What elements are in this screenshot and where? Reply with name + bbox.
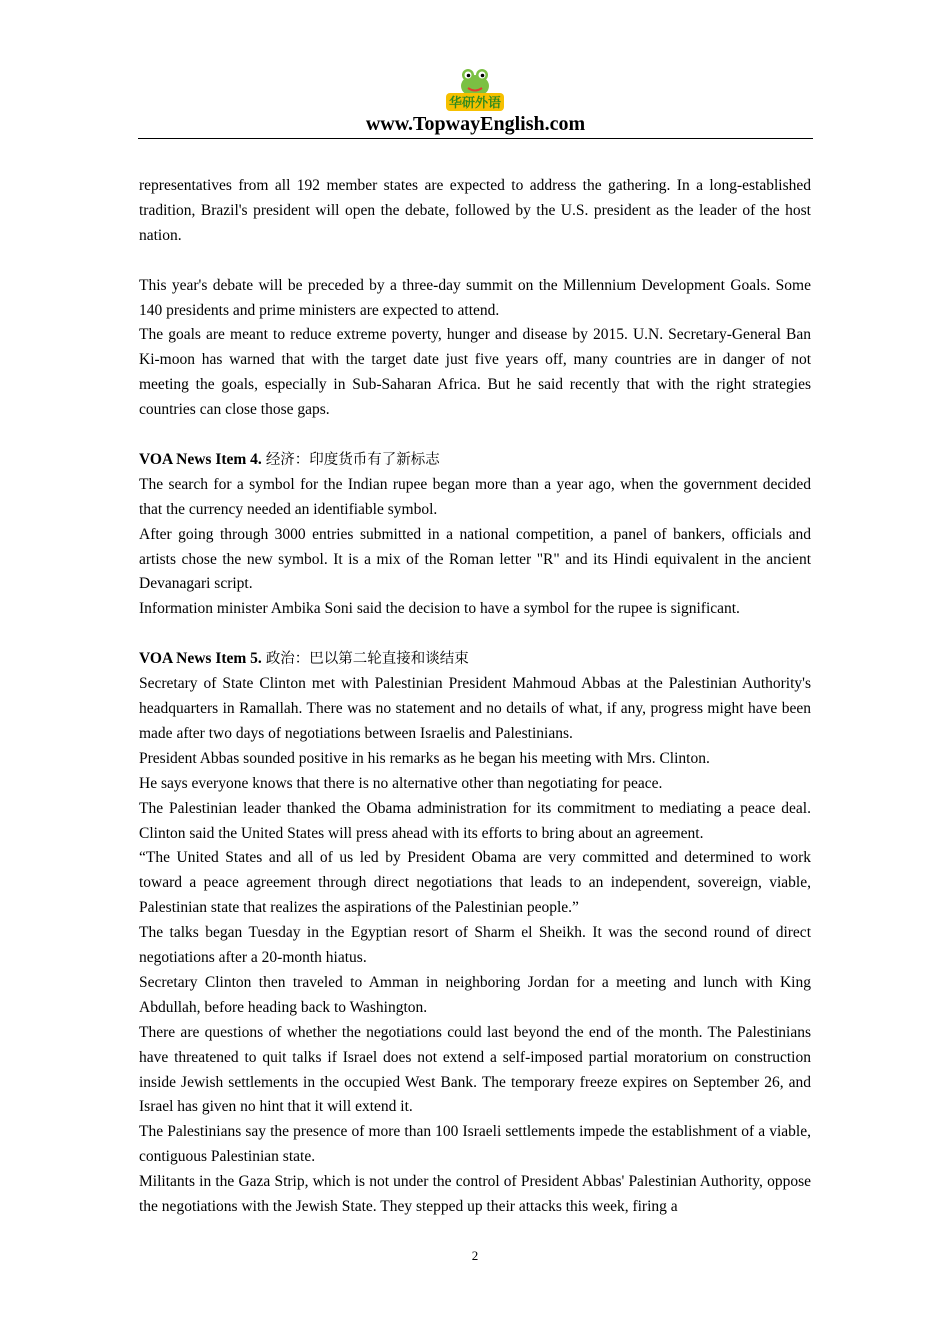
paragraph: This year's debate will be preceded by a three-day summit on the Millennium Development Goals. Some 140 presidents and prime ministers are expected to attend. <box>139 276 811 319</box>
paragraph-spacer <box>139 423 811 448</box>
paragraph: Information minister Ambika Soni said the decision to have a symbol for the rupee is significant. <box>139 600 740 618</box>
news-item-label: VOA News Item 5. <box>139 650 262 668</box>
paragraph: He says everyone knows that there is no alternative other than negotiating for peace. <box>139 774 663 792</box>
logo-text: 华研外语 <box>448 96 502 111</box>
page-header <box>138 60 813 139</box>
paragraph: There are questions of whether the negotiations could last beyond the end of the month. The Palestinians have threatened to quit talks if Israel does not extend a self-imposed partial moratorium on construction inside Jewish settlements in the occupied West Bank. The temporary freeze expires on September 26, and Israel has given no hint that it will extend it. <box>139 1023 811 1116</box>
paragraph: The talks began Tuesday in the Egyptian resort of Sharm el Sheikh. It was the second round of direct negotiations after a 20-month hiatus. <box>139 924 811 967</box>
paragraph: Militants in the Gaza Strip, which is not under the control of President Abbas' Palestinian Authority, oppose the negotiations with the Jewish State. They stepped up their attacks this week, firing a <box>139 1173 811 1216</box>
site-url: www.TopwayEnglish.com <box>365 113 586 135</box>
paragraph: The Palestinian leader thanked the Obama administration for its commitment to mediating a peace deal. Clinton said the United States will press ahead with its efforts to bring about an agreement. <box>139 799 811 842</box>
paragraph: The Palestinians say the presence of more than 100 Israeli settlements impede the establishment of a viable, contiguous Palestinian state. <box>139 1123 811 1166</box>
page-number: 2 <box>471 1248 479 1263</box>
news-item-title-cn: 经济：印度货币有了新标志 <box>265 451 440 468</box>
paragraph: After going through 3000 entries submitted in a national competition, a panel of bankers, officials and artists chose the new symbol. It is a mix of the Roman letter "R" and its Hindi equivalent in the ancient Devanagari script. <box>139 525 811 593</box>
document-body <box>139 174 811 1220</box>
paragraph: Secretary Clinton then traveled to Amman in neighboring Jordan for a meeting and lunch with King Abdullah, before heading back to Washington. <box>139 973 811 1016</box>
paragraph: President Abbas sounded positive in his remarks as he began his meeting with Mrs. Clinton. <box>139 749 710 767</box>
paragraph: Secretary of State Clinton met with Palestinian President Mahmoud Abbas at the Palestinian Authority's headquarters in Ramallah. There was no statement and no details of what, if any, progress might have been made after two days of negotiations between Israelis and Palestinians. <box>139 675 811 742</box>
paragraph: The goals are meant to reduce extreme poverty, hunger and disease by 2015. U.N. Secretary-General Ban Ki-moon has warned that with the target date just five years off, many countries are in danger of not meeting the goals, especially in Sub-Saharan Africa. But he said recently that with the right strategies countries can close those gaps. <box>139 326 811 419</box>
quote-paragraph: “The United States and all of us led by President Obama are very committed and determined to work toward a peace agreement through direct negotiations that leads to an independent, sovereign, viable, Palestinian state that realizes the aspirations of the Palestinian people.” <box>139 849 811 917</box>
news-item-4-heading <box>139 448 811 473</box>
paragraph-spacer <box>139 249 811 274</box>
paragraph: representatives from all 192 member states are expected to address the gathering. In a long-established tradition, Brazil's president will open the debate, followed by the U.S. president as the leader of the host nation. <box>139 177 811 244</box>
news-item-5-heading <box>139 647 811 672</box>
paragraph: The search for a symbol for the Indian rupee began more than a year ago, when the government decided that the currency needed an identifiable symbol. <box>139 475 811 518</box>
frog-logo-icon <box>444 66 506 112</box>
news-item-label: VOA News Item 4. <box>139 450 262 468</box>
news-item-title-cn: 政治：巴以第二轮直接和谈结束 <box>265 651 469 668</box>
paragraph-spacer <box>139 622 811 647</box>
